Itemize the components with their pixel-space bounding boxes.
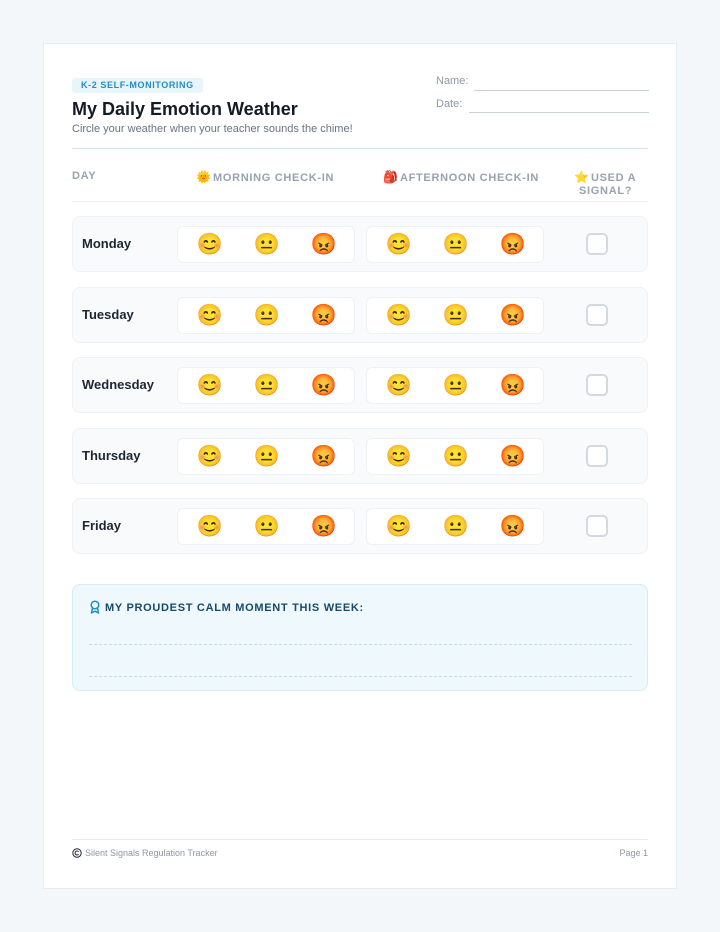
proud-moment-heading xyxy=(89,600,364,614)
neutral-face-icon[interactable]: 😐 xyxy=(253,233,281,256)
sun-icon: 🌞 xyxy=(196,170,211,184)
happy-face-icon[interactable]: 😊 xyxy=(385,444,413,468)
afternoon-check-in-group xyxy=(366,438,544,475)
angry-face-icon[interactable]: 😡 xyxy=(499,233,527,256)
angry-face-icon[interactable]: 😡 xyxy=(310,444,338,468)
header-divider xyxy=(72,148,648,149)
neutral-face-icon[interactable]: 😐 xyxy=(442,233,470,256)
angry-face-icon[interactable]: 😡 xyxy=(310,374,338,398)
neutral-face-icon[interactable]: 😐 xyxy=(442,515,470,539)
column-header-afternoon-label: AFTERNOON CHECK-IN xyxy=(399,172,540,184)
happy-face-icon[interactable]: 😊 xyxy=(385,233,413,256)
footer-divider xyxy=(72,839,648,840)
backpack-icon: 🎒 xyxy=(383,170,398,184)
morning-check-in-group xyxy=(177,438,355,475)
name-label: Name: xyxy=(436,75,469,87)
afternoon-check-in-group xyxy=(366,226,544,263)
happy-face-icon[interactable]: 😊 xyxy=(196,374,224,398)
afternoon-check-in-group xyxy=(366,508,544,545)
angry-face-icon[interactable]: 😡 xyxy=(310,515,338,539)
writing-line-1[interactable] xyxy=(89,644,632,645)
morning-check-in-group xyxy=(177,367,355,404)
column-header-morning xyxy=(196,170,334,184)
happy-face-icon[interactable]: 😊 xyxy=(196,303,224,327)
happy-face-icon[interactable]: 😊 xyxy=(385,374,413,398)
grade-badge: K-2 SELF-MONITORING xyxy=(72,78,203,93)
worksheet-page xyxy=(43,43,677,889)
footer-credit-text: Silent Signals Regulation Tracker xyxy=(85,848,218,858)
angry-face-icon[interactable]: 😡 xyxy=(499,374,527,398)
date-field[interactable] xyxy=(469,112,649,113)
writing-line-2[interactable] xyxy=(89,676,632,677)
signal-checkbox[interactable] xyxy=(586,445,608,467)
neutral-face-icon[interactable]: 😐 xyxy=(442,374,470,398)
neutral-face-icon[interactable]: 😐 xyxy=(442,444,470,468)
star-icon: ⭐ xyxy=(574,170,589,184)
day-row xyxy=(72,357,648,413)
happy-face-icon[interactable]: 😊 xyxy=(385,303,413,327)
column-header-signal xyxy=(574,170,636,184)
neutral-face-icon[interactable]: 😐 xyxy=(253,303,281,327)
signal-checkbox[interactable] xyxy=(586,515,608,537)
neutral-face-icon[interactable]: 😐 xyxy=(442,303,470,327)
name-field[interactable] xyxy=(474,90,649,91)
afternoon-check-in-group xyxy=(366,297,544,334)
award-ribbon-icon xyxy=(89,600,101,614)
morning-check-in-group xyxy=(177,226,355,263)
angry-face-icon[interactable]: 😡 xyxy=(499,303,527,327)
angry-face-icon[interactable]: 😡 xyxy=(499,515,527,539)
day-row xyxy=(72,216,648,272)
signal-checkbox[interactable] xyxy=(586,374,608,396)
signal-checkbox[interactable] xyxy=(586,233,608,255)
day-label: Thursday xyxy=(82,447,141,463)
page-number: Page 1 xyxy=(619,848,648,858)
date-label: Date: xyxy=(436,98,463,110)
morning-check-in-group xyxy=(177,508,355,545)
day-row xyxy=(72,428,648,484)
happy-face-icon[interactable]: 😊 xyxy=(196,444,224,468)
proud-moment-title: MY PROUDEST CALM MOMENT THIS WEEK: xyxy=(105,602,364,614)
table-header-divider xyxy=(72,201,648,202)
page-title: My Daily Emotion Weather xyxy=(72,99,298,119)
neutral-face-icon[interactable]: 😐 xyxy=(253,515,281,539)
neutral-face-icon[interactable]: 😐 xyxy=(253,374,281,398)
proud-moment-box xyxy=(72,584,648,691)
page-subtitle: Circle your weather when your teacher sounds the chime! xyxy=(72,123,353,135)
day-row xyxy=(72,287,648,343)
happy-face-icon[interactable]: 😊 xyxy=(196,515,224,539)
column-header-day: DAY xyxy=(72,170,97,182)
day-label: Tuesday xyxy=(82,306,134,322)
angry-face-icon[interactable]: 😡 xyxy=(499,444,527,468)
day-label: Friday xyxy=(82,518,122,534)
signal-checkbox[interactable] xyxy=(586,304,608,326)
angry-face-icon[interactable]: 😡 xyxy=(310,303,338,327)
copyright-icon xyxy=(72,848,82,858)
neutral-face-icon[interactable]: 😐 xyxy=(253,444,281,468)
footer-credit xyxy=(72,848,218,858)
angry-face-icon[interactable]: 😡 xyxy=(310,233,338,256)
day-label: Monday xyxy=(82,236,132,251)
morning-check-in-group xyxy=(177,297,355,334)
day-label: Wednesday xyxy=(82,377,155,393)
afternoon-check-in-group xyxy=(366,367,544,404)
happy-face-icon[interactable]: 😊 xyxy=(196,233,224,256)
happy-face-icon[interactable]: 😊 xyxy=(385,515,413,539)
column-header-afternoon xyxy=(383,170,539,184)
day-row xyxy=(72,498,648,554)
column-header-morning-label: MORNING CHECK-IN xyxy=(212,172,335,184)
column-header-signal-line2: SIGNAL? xyxy=(579,185,633,197)
column-header-signal-label-1: USED A xyxy=(590,172,637,184)
